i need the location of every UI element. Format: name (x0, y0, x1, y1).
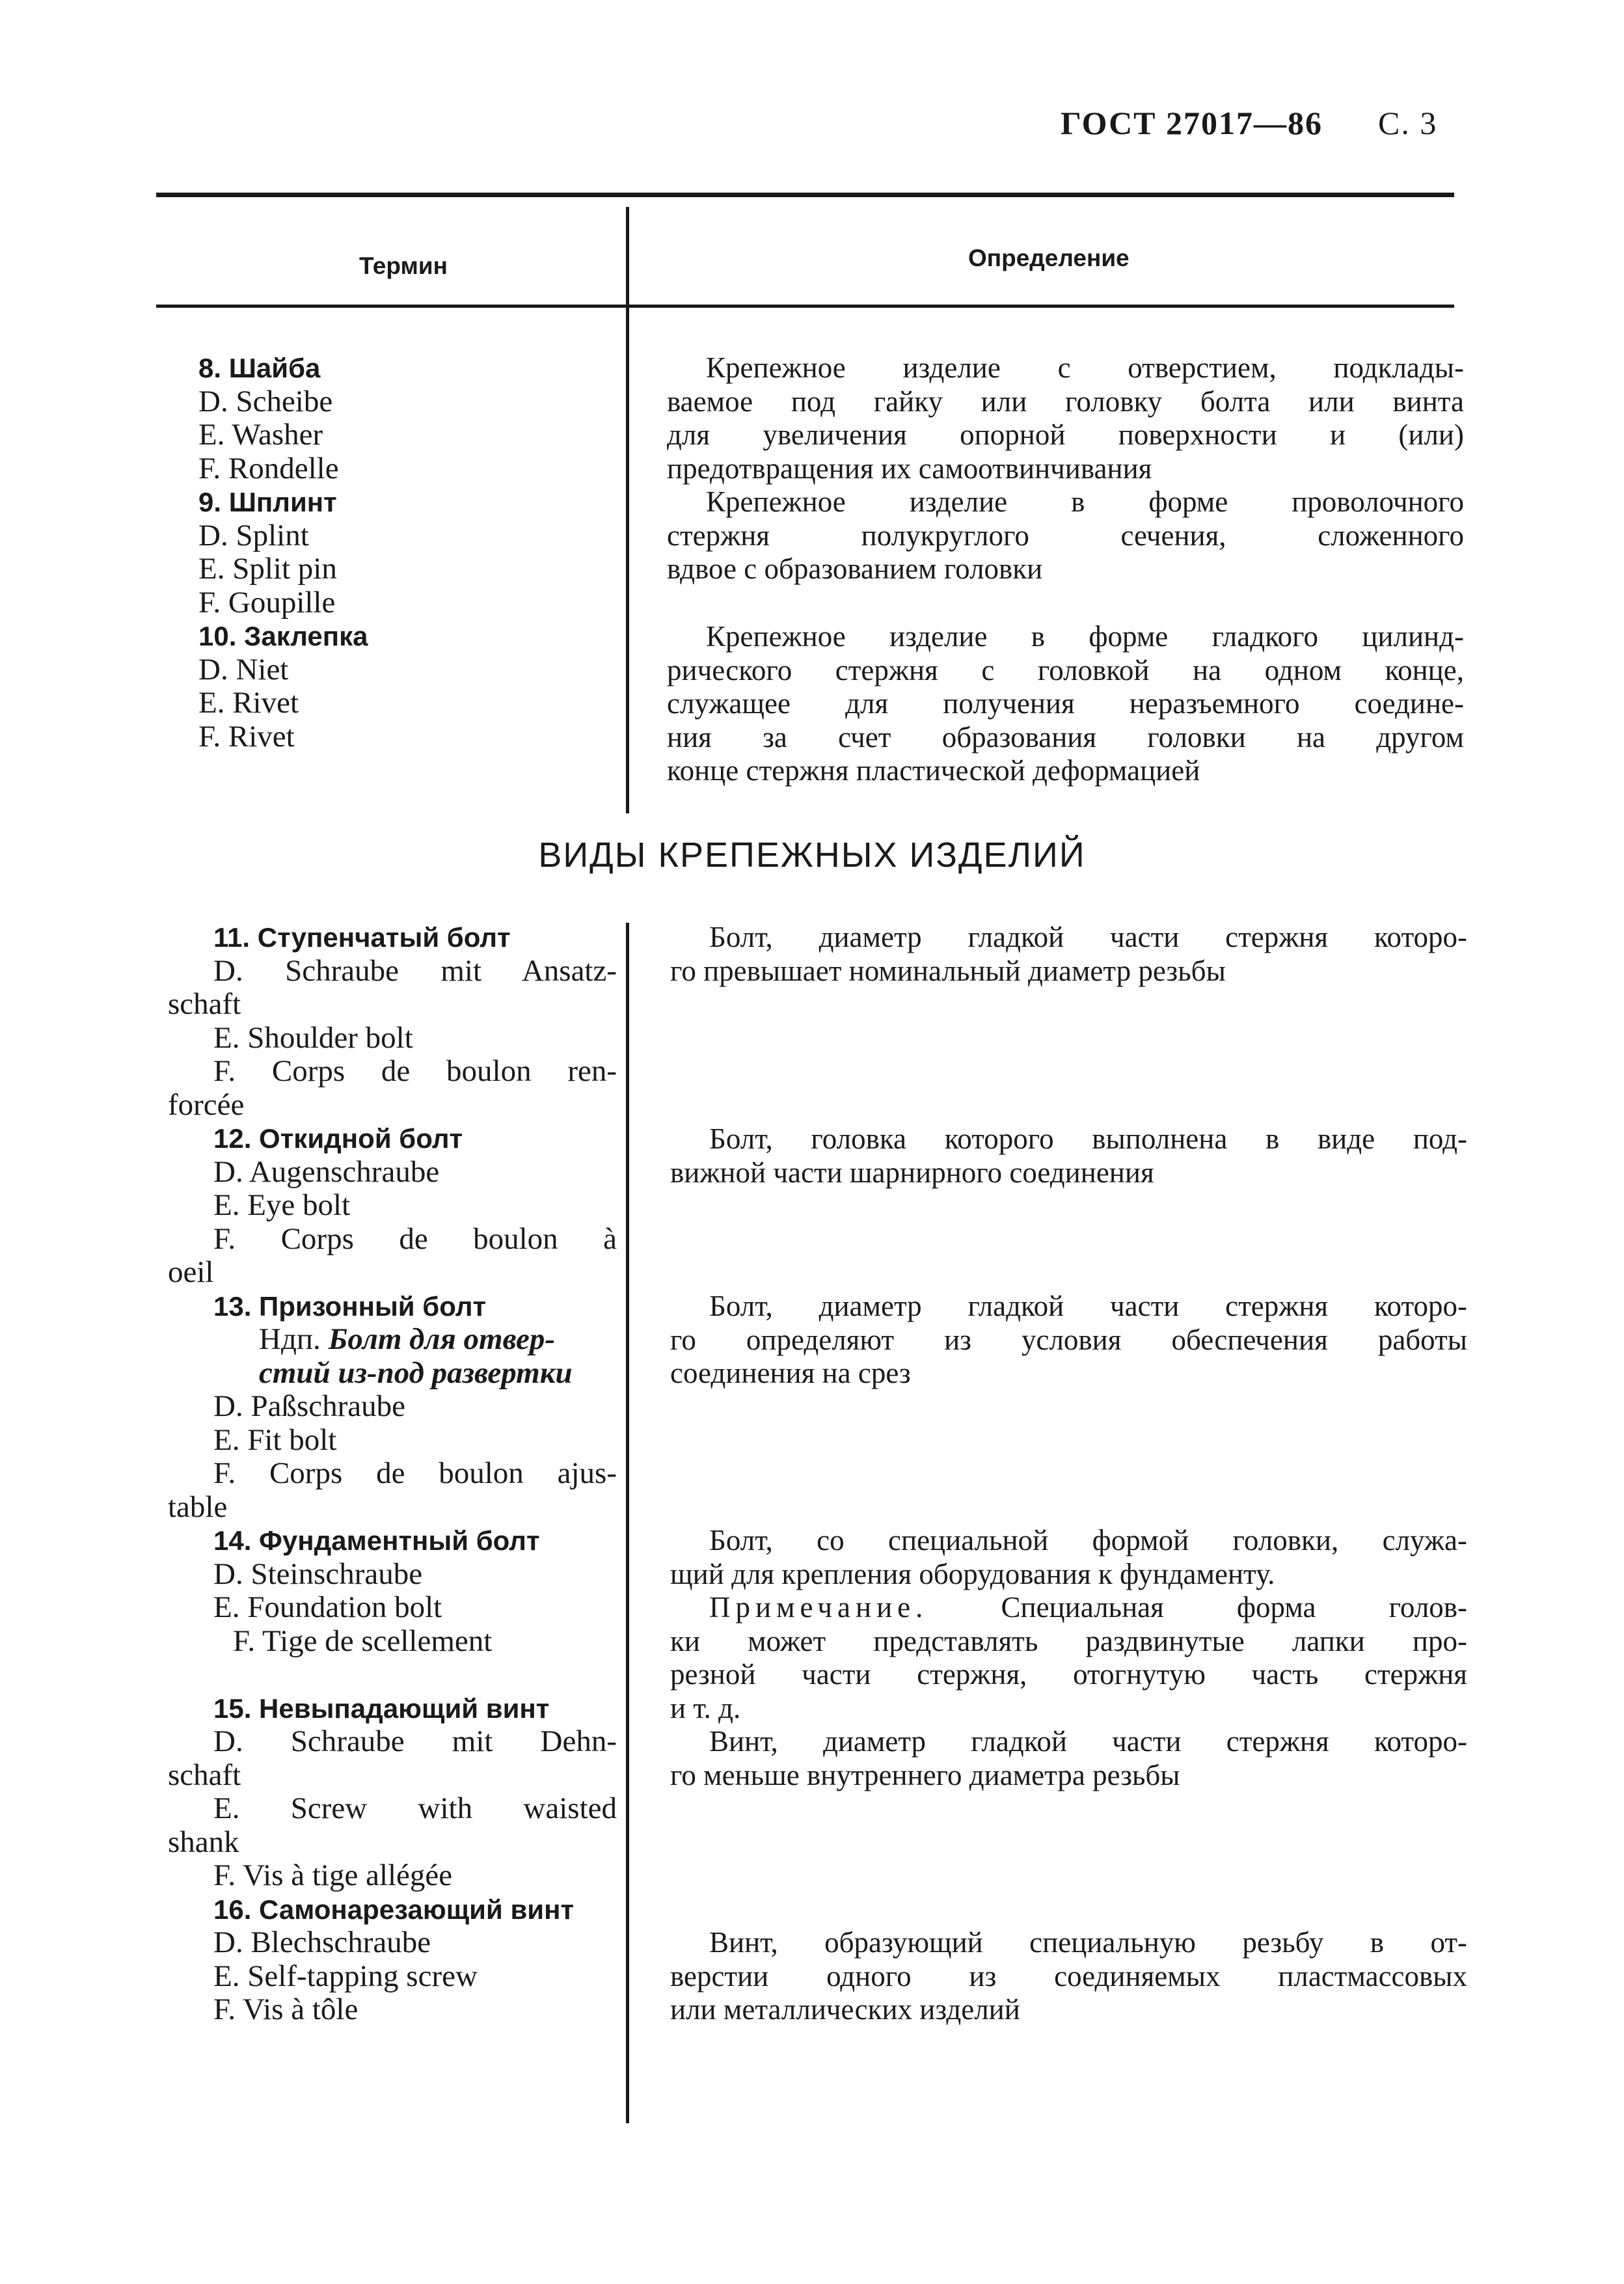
term-9-fr: F. Goupille (198, 585, 336, 619)
term-15: 15. Невыпадающий винт (213, 1693, 550, 1724)
term-8-en: E. Washer (198, 418, 323, 452)
definition-14-note: Примечание. Специальная форма голов- (709, 1591, 1468, 1624)
definition-15: Винт, диаметр гладкой части стержня которо- го меньше внутреннего диаметра резьбы (670, 1725, 1467, 1791)
term-14: 14. Фундаментный болт (213, 1525, 540, 1556)
definition-14: Болт, со специальной формой головки, служа- щий для крепления оборудования к фундаменту. Примечание. Специальная форма голов- ки может представлять раздвинутые лапки про- резной части стержня, отогнутую часть стержня и т. д. (670, 1524, 1468, 1724)
term-10-fr: F. Rivet (198, 719, 295, 754)
term-13: 13. Призонный болт (213, 1290, 487, 1322)
term-8: 8. Шайба (198, 353, 321, 383)
definition-12: Болт, головка которого выполнена в виде под- вижной части шарнирного соединения (670, 1122, 1467, 1189)
term-9-de: D. Splint (198, 518, 309, 552)
term-10-en: E. Rivet (198, 686, 299, 720)
definition-column-heading: Определение (968, 245, 1130, 271)
definition-11: Болт, диаметр гладкой части стержня которо- го превышает номинальный диаметр резьбы (670, 921, 1467, 987)
column-divider-bottom (626, 923, 629, 2123)
term-13-nonpreferred: Ндп. Болт для отвер- (259, 1322, 556, 1356)
terms-block-1 (198, 351, 654, 754)
table-head-rule (156, 305, 1454, 308)
term-column-heading: Термин (359, 252, 448, 279)
page-number: С. 3 (1378, 105, 1438, 141)
table-top-rule (156, 193, 1454, 197)
term-11: 11. Ступенчатый болт (213, 922, 511, 953)
standard-number: ГОСТ 27017—86 (1061, 105, 1323, 141)
term-16: 16. Самонарезающий винт (213, 1894, 575, 1925)
term-9: 9. Шплинт (198, 487, 337, 517)
term-9-en: E. Split pin (198, 552, 337, 586)
definition-8: Крепежное изделие с отверстием, подклады- ваемое под гайку или головку болта или винта для увеличения опорной поверхности и (или) предотвращения их самоотвинчивания (667, 351, 1464, 485)
term-8-fr: F. Rondelle (198, 451, 339, 485)
definition-16: Винт, образующий специальную резьбу в от- верстии одного из соединяемых пластмассовых или металлических изделий (670, 1926, 1467, 2026)
definition-13: Болт, диаметр гладкой части стержня которо- го определяют из условия обеспечения работы соединения на срез (670, 1290, 1467, 1389)
term-12: 12. Откидной болт (213, 1123, 463, 1154)
term-10: 10. Заклепка (198, 621, 368, 651)
definition-9: Крепежное изделие в форме проволочного стержня полукруглого сечения, сложенного вдвое с образованием головки (667, 485, 1464, 585)
term-8-de: D. Scheibe (198, 384, 333, 418)
term-10-de: D. Niet (198, 652, 289, 687)
definition-10: Крепежное изделие в форме гладкого цилинд- рического стержня с головкой на одном конце, служащее для получения неразъемного соедине- ния за счет образования головки на другом конце стержня пластической деформацией (667, 620, 1464, 787)
terms-block-2: 11. Ступенчатый болт D. Schraube mit Ansatz- schaft E. Shoulder bolt F. Corps de boulon ren- forcée 12. Откидной болт D. Augenschraube E. Eye bolt F. Corps de boulon à oeil 13. Призонный болт Ндп. Болт для отвер- стий из-под развертки D. Paßschraube E. Fit bolt F. Corps de boulon ajus- table 14. Фундаментный болт D. Steinschraube E. Foundation bolt F. Tige de scellement 15. Невыпадающий винт D. Schraube mit Dehn- schaft E. Screw with waisted shank F. Vis à tige allégée 16. Самонарезающий винт D. Blechschraube E. Self-tapping screw F. Vis à tôle (168, 922, 617, 2026)
section-heading: ВИДЫ КРЕПЕЖНЫХ ИЗДЕЛИЙ (538, 836, 1086, 875)
